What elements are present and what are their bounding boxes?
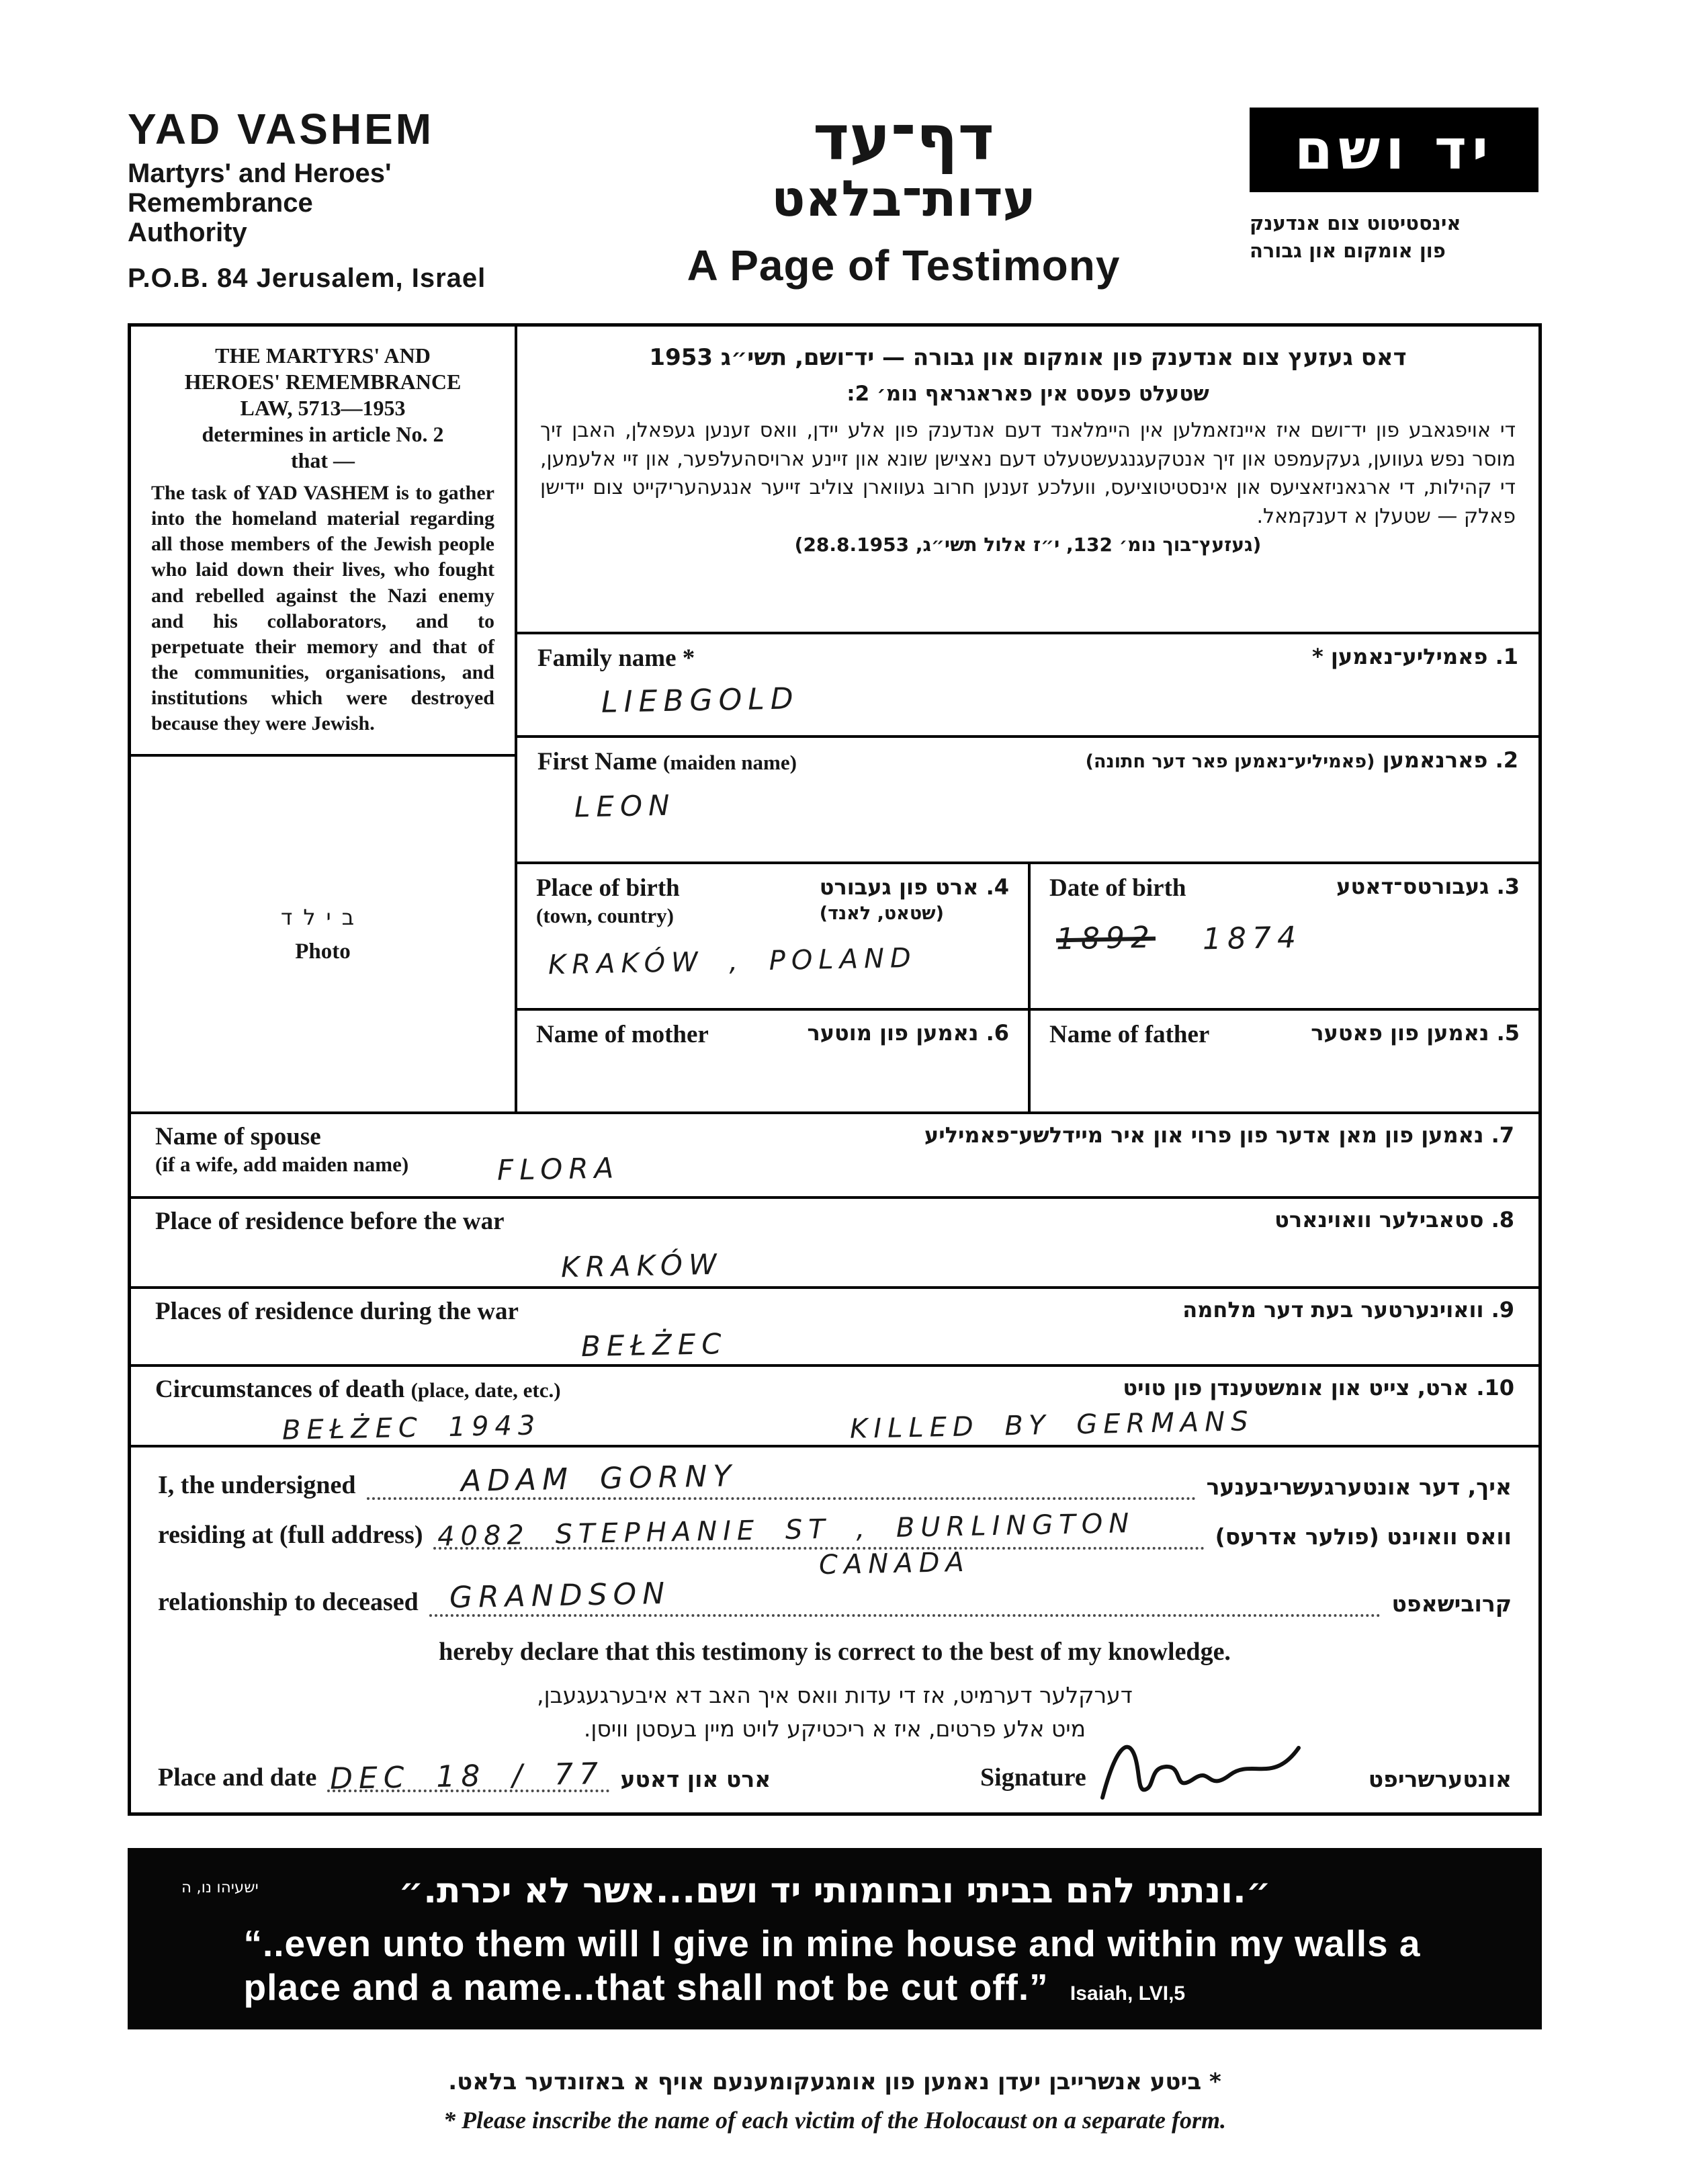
title-yiddish-edut-blat: עדות־בלאט — [771, 170, 1036, 228]
law-heading-line5: that — — [290, 448, 355, 473]
page-title: A Page of Testimony — [687, 241, 1121, 290]
spouse-label-he — [924, 1122, 1514, 1148]
org-subtitle — [128, 159, 558, 247]
undersigned-line — [158, 1459, 1512, 1500]
family-name-value: LIEBGOLD — [601, 681, 800, 720]
parents-row — [517, 1008, 1538, 1111]
place-date-dotted-line — [327, 1757, 609, 1796]
date-of-birth-value: 1874 — [1202, 920, 1303, 957]
spouse-label-en-main: Name of spouse — [155, 1123, 321, 1150]
field-number: 2. — [1495, 747, 1518, 773]
title-hebrew-daf-ed: דף־עד — [813, 102, 994, 174]
banner-hebrew-quote: ״.ונתתי להם בביתי ובחומותי יד ושם...אשר לא יכרת.״ — [398, 1871, 1271, 1911]
field-number: 3. — [1496, 874, 1520, 899]
org-name: YAD VASHEM — [128, 105, 435, 153]
mother-name-label-he — [807, 1020, 1009, 1046]
field-number: 8. — [1491, 1207, 1514, 1232]
first-name-value: LEON — [574, 788, 676, 824]
death-label-he — [1123, 1375, 1514, 1400]
residence-during-label-he — [1182, 1297, 1514, 1322]
date-of-birth-label-he-text: געבורטס־דאטע — [1336, 874, 1489, 899]
field-mother-name — [517, 1011, 1028, 1111]
law-body-text: The task of YAD VASHEM is to gather into the homeland material regarding all those members of the Jewish people who laid down their lives, who fought and rebelled against the Nazi enemy and his collaborators, and to perpetuate their memory and that of the communities, organisations, and institutions which were destroyed because they were Jewish. — [151, 482, 494, 734]
field-number: 1. — [1495, 644, 1518, 669]
law-heading-line1: THE MARTYRS' AND — [215, 343, 431, 368]
first-name-label-he-sub: (פאמיליע־נאמען פאר דער חתונה) — [1085, 751, 1375, 772]
logo-caption-line1: אינסטיטוט צום אנדענק — [1250, 212, 1461, 235]
field-number: 4. — [986, 874, 1009, 900]
residing-dotted-line — [433, 1508, 1204, 1581]
birth-row — [517, 862, 1538, 1008]
org-subtitle-line2: Remembrance — [128, 188, 313, 218]
death-value-place-year: BEŁŻEC 1943 — [281, 1410, 541, 1446]
banner-english-source: Isaiah, LVI,5 — [1070, 1982, 1186, 2005]
undersigned-label-he: איך, דער אונטערגעשריבענער — [1206, 1474, 1512, 1500]
relationship-value: GRANDSON — [449, 1576, 671, 1615]
relationship-line — [158, 1576, 1512, 1617]
banner-hebrew-row — [175, 1871, 1495, 1911]
law-heading-line3: LAW, 5713—1953 — [240, 396, 406, 421]
field-residence-during-war — [131, 1286, 1538, 1364]
death-label-he-text: ארט, צייט און אומשטענדן פון טויט — [1123, 1375, 1469, 1400]
banner-english-quote-text: “..even unto them will I give in mine house and within my walls a place and a name...that shall not be cut off.” — [243, 1923, 1421, 2008]
declaration-statement-en: hereby declare that this testimony is correct to the best of my knowledge. — [439, 1638, 1231, 1666]
photo-label-english: Photo — [295, 939, 351, 964]
first-name-label-en — [537, 747, 797, 776]
death-label-en-main: Circumstances of death — [155, 1376, 405, 1403]
law-heading — [146, 343, 500, 474]
signature-label-he: אונטערשריפט — [1368, 1766, 1512, 1792]
residing-value-country: CANADA — [818, 1546, 971, 1581]
mother-name-label-en: Name of mother — [536, 1021, 709, 1048]
spouse-label-en-sub: (if a wife, add maiden name) — [155, 1152, 409, 1177]
law-heading-line4: determines in article No. 2 — [202, 422, 444, 447]
isaiah-quote-banner — [128, 1848, 1542, 2029]
death-label-en — [155, 1375, 561, 1404]
place-of-birth-value: KRAKÓW , POLAND — [548, 942, 918, 980]
field-residence-before-war — [131, 1196, 1538, 1286]
footnote-english: * Please inscribe the name of each victim of the Holocaust on a separate form. — [443, 2106, 1226, 2134]
org-subtitle-line3: Authority — [128, 218, 247, 247]
spouse-name-value: FLORA — [496, 1151, 620, 1187]
residence-before-value: KRAKÓW — [560, 1247, 723, 1284]
logo-caption-line2: פון אומקום און גבורה — [1250, 239, 1446, 262]
law-heading-line2: HEROES' REMEMBRANCE — [184, 370, 462, 394]
hebrew-law-body: די אויפגאבע פון יד־ושם איז איינזאמלען אין היימלאנד דעם אנדענק פון אלע יידן, וואס זענען געפאלן, האבן זיך מוסר נפש געווען, געקעמפט און זיך אנטקעגנגעשטעלט דעם נאצישן שונא און זיינע ארויסהעלפער, און זיי אלעמען, די קהילות, די ארגאניזאציעס און אינסטיטוציעס, וועלכע זענען חרוב געווארן צוליב זייער אנגעהעריקייט צום יידישן פאלק — שטעלן א דענקמאל. — [540, 419, 1516, 528]
place-of-birth-label-he-main — [820, 874, 1009, 902]
remembrance-law-box — [131, 327, 515, 757]
undersigned-dotted-line — [367, 1459, 1196, 1500]
place-of-birth-label-en — [536, 874, 680, 929]
declaration-statement-yiddish — [158, 1679, 1512, 1745]
death-label-en-sub: (place, date, etc.) — [410, 1378, 561, 1402]
declaration-statement-yiddish-line1: דערקלער דערמיט, אז די עדות וואס איך האב דא איבערגעגעבן, — [537, 1682, 1133, 1708]
residence-before-label-he — [1274, 1207, 1514, 1232]
father-name-label-he — [1311, 1020, 1520, 1046]
logo-block — [1250, 108, 1542, 264]
residing-line — [158, 1508, 1512, 1581]
declaration-statement-yiddish-line2: מיט אלע פרטים, איז א ריכטיקע לויט מיין בעסטן וויסן. — [583, 1715, 1086, 1742]
residence-during-value: BEŁŻEC — [580, 1327, 728, 1363]
org-subtitle-line1: Martyrs' and Heroes' — [128, 159, 392, 188]
title-block — [558, 102, 1250, 290]
residence-before-label-en: Place of residence before the war — [155, 1208, 505, 1235]
footnotes — [128, 2068, 1542, 2134]
field-spouse-name — [131, 1111, 1538, 1196]
relationship-dotted-line — [429, 1576, 1381, 1617]
father-name-label-he-text: נאמען פון פאטער — [1311, 1020, 1489, 1046]
family-name-label-en: Family name * — [537, 644, 695, 672]
field-date-of-birth — [1028, 864, 1538, 1008]
field-number: 7. — [1491, 1122, 1514, 1148]
place-of-birth-label-he-text: ארט פון געבורט — [819, 874, 979, 900]
hebrew-law-citation: (געזעץ־בוך נומ׳ 132, י״ז אלול תשי״ג, 28.8.1953) — [794, 534, 1262, 556]
residence-during-label-en: Places of residence during the war — [155, 1298, 519, 1325]
footnote-yiddish: * ביטע אנשרייבן יעדן נאמען פון אומגעקומענעם אויף א באזונדער בלאט. — [448, 2068, 1221, 2095]
relationship-label-en: relationship to deceased — [158, 1588, 419, 1616]
banner-english-quote — [244, 1922, 1426, 2009]
place-of-birth-label-he-sub: (שטאט, לאנד) — [819, 902, 944, 924]
death-value-cause: KILLED BY GERMANS — [849, 1406, 1254, 1445]
family-name-label-he — [1312, 644, 1518, 669]
hebrew-law-subtitle: שטעלט פעסט אין פאראגראף נומ׳ 2: — [846, 382, 1209, 406]
father-name-label-en: Name of father — [1049, 1021, 1210, 1048]
field-number: 9. — [1491, 1297, 1514, 1322]
residing-value: 4082 STEPHANIE ST , BURLINGTON — [437, 1508, 1136, 1552]
signature-area — [1093, 1784, 1315, 1792]
date-of-birth-label-he — [1336, 874, 1520, 899]
place-date-label-en: Place and date — [158, 1763, 317, 1792]
place-date-value: DEC 18 / 77 — [329, 1757, 605, 1796]
first-name-label-he — [1086, 747, 1518, 773]
hebrew-law-title: דאס געזעץ צום אנדענק פון אומקום און גבורה — יד־ושם, תשי״ג 1953 — [649, 344, 1407, 371]
form-top-grid — [131, 327, 1538, 1111]
place-date-label-he: ארט און דאטע — [620, 1766, 771, 1792]
photo-placeholder — [131, 757, 515, 1111]
family-name-label-he-text: פאמיליע־נאמען * — [1312, 644, 1488, 669]
undersigned-label-en: I, the undersigned — [158, 1471, 356, 1499]
testimony-form — [128, 323, 1542, 1816]
declaration-section — [131, 1445, 1538, 1812]
first-name-label-en-main: First Name — [537, 748, 657, 775]
field-place-of-birth — [517, 864, 1028, 1008]
place-of-birth-label-en-sub: (town, country) — [536, 904, 674, 928]
org-address: P.O.B. 84 Jerusalem, Israel — [128, 263, 486, 293]
right-column — [517, 327, 1538, 1111]
logo-caption — [1250, 210, 1542, 264]
banner-hebrew-source: ישעיהו נו, ה — [181, 1879, 259, 1896]
place-of-birth-label-he — [820, 874, 1009, 925]
undersigned-value: ADAM GORNY — [460, 1459, 738, 1499]
field-family-name — [517, 634, 1538, 735]
signature-scrawl — [1093, 1733, 1308, 1807]
field-first-name — [517, 735, 1538, 862]
document-header — [128, 102, 1542, 294]
signature-label-en: Signature — [980, 1763, 1086, 1792]
date-of-birth-label-en: Date of birth — [1049, 874, 1186, 902]
field-death-circumstances — [131, 1364, 1538, 1445]
date-of-birth-struck-value: 1892 — [1055, 920, 1156, 957]
field-number: 6. — [986, 1020, 1009, 1046]
hebrew-law-paragraph — [517, 327, 1538, 634]
first-name-label-en-sub: (maiden name) — [663, 751, 797, 774]
spouse-label-he-text: נאמען פון מאן אדער פון פרוי און איר מיידלשע־פאמיליע — [924, 1122, 1484, 1148]
photo-label-hebrew: בילד — [280, 904, 365, 930]
place-date-signature-line — [158, 1757, 1512, 1796]
field-number: 5. — [1496, 1020, 1520, 1046]
residence-before-label-he-text: סטאבילער וואוינארט — [1274, 1207, 1484, 1232]
mother-name-label-he-text: נאמען פון מוטער — [807, 1020, 979, 1046]
residing-label-he: וואס וואוינט (פולער אדרעס) — [1215, 1523, 1512, 1550]
left-column — [131, 327, 517, 1111]
field-father-name — [1028, 1011, 1538, 1111]
spouse-label-en — [155, 1122, 408, 1177]
place-of-birth-label-en-main: Place of birth — [536, 874, 680, 902]
org-block — [128, 105, 558, 294]
residence-during-label-he-text: וואוינערטער בעת דער מלחמה — [1182, 1297, 1484, 1322]
yad-vashem-logo: יד ושם — [1250, 108, 1538, 192]
residing-label-en: residing at (full address) — [158, 1521, 423, 1549]
field-number: 10. — [1476, 1375, 1514, 1400]
relationship-label-he: קרובישאפט — [1391, 1591, 1512, 1617]
first-name-label-he-main: פארנאמען — [1382, 747, 1488, 773]
